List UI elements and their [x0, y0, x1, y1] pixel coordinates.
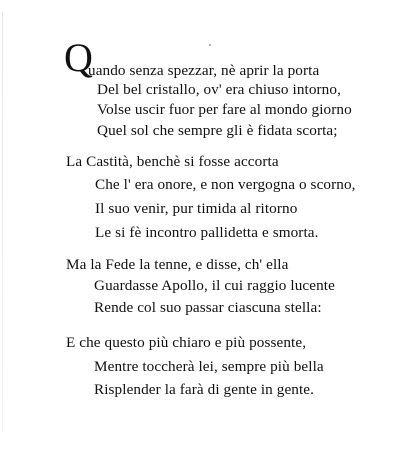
poem-line: E che questo più chiaro e più possente,	[66, 334, 307, 351]
poem-line: Il suo venir, pur timida al ritorno	[95, 200, 298, 217]
poem-line: La Castità, benchè si fosse accorta	[66, 153, 279, 170]
poem-line: Guardasse Apollo, il cui raggio lucente	[94, 277, 335, 294]
drop-cap: Q	[64, 35, 93, 80]
poem-line: Volse uscir fuor per fare al mondo giorno	[97, 101, 352, 118]
poem-line: Le si fè incontro pallidetta e smorta.	[95, 224, 319, 241]
poem-line: Rende col suo passar ciascuna stella:	[94, 299, 322, 316]
poem-line: Risplender la farà di gente in gente.	[94, 381, 315, 398]
poem-line: uando senza spezzar, nè aprir la porta	[88, 62, 320, 79]
poem-line: Del bel cristallo, ov' era chiuso intorno,	[97, 81, 341, 98]
poem-line: Che l' era onore, e non vergogna o scorno,	[95, 176, 356, 193]
poem-line: Mentre toccherà lei, sempre più bella	[94, 358, 324, 375]
poem-line: Quel sol che sempre gli è fidata scorta;	[97, 122, 338, 139]
poem-line: Ma la Fede la tenne, e disse, ch' ella	[66, 256, 289, 273]
